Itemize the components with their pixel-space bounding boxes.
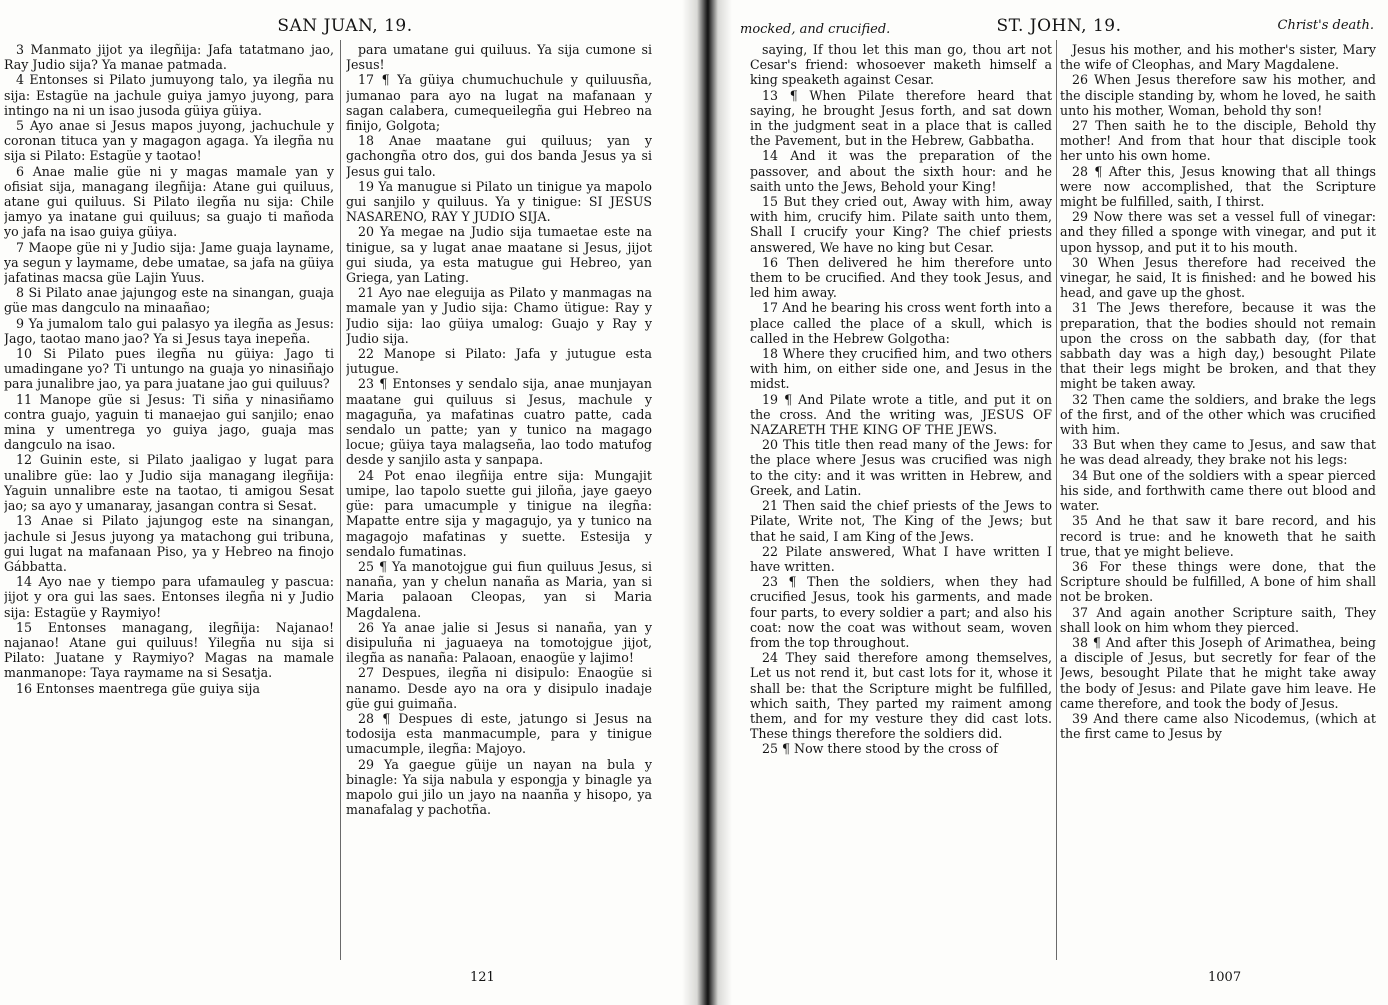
right-page (730, 0, 1388, 1005)
verse-paragraph: 20 Ya megae na Judio sija tumaetae este na tinigue, sa y lugat anae maatane si Jesus, jijot gui siuda, ya esta matugue gui Hebreo, yan Griega, yan Lating. (346, 224, 652, 286)
verse-paragraph: 24 They said therefore among themselves, Let us not rend it, but cast lots for it, whose it shall be: that the Scripture might be fulfilled, which saith, They parted my raiment among them, and for my vesture they did cast lots. These things therefore the soldiers did. (750, 650, 1052, 742)
verse-paragraph: 28 ¶ After this, Jesus knowing that all things were now accomplished, that the Scripture might be fulfilled, saith, I thirst. (1060, 163, 1376, 210)
verse-paragraph: 17 And he bearing his cross went forth into a place called the place of a skull, which is called in the Hebrew Golgotha: (750, 300, 1052, 346)
verse-paragraph: 18 Where they crucified him, and two others with him, on either side one, and Jesus in the midst. (750, 346, 1052, 392)
verse-paragraph: 14 Ayo nae y tiempo para ufamauleg y pascua: jijot y ora gui las saes. Entonses ilegña ni y Judio sija: Estagüe y Raymiyo! (4, 574, 334, 620)
verse-paragraph: 25 ¶ Ya manotojgue gui fiun quiluus Jesus, si nanaña, yan y chelun nanaña as Maria, yan si Maria palaoan Cleopas, yan si Maria Magdalena. (346, 558, 652, 620)
verse-paragraph: 19 ¶ And Pilate wrote a title, and put it on the cross. And the writing was, JESUS OF NAZARETH THE KING OF THE JEWS. (750, 391, 1052, 438)
verse-paragraph: 7 Maope güe ni y Judio sija: Jame guaja layname, ya segun y laymame, debe umatae, sa jafa na güiya jafatinas macsa güe Lajin Yuus. (4, 239, 334, 286)
verse-paragraph: 4 Entonses si Pilato jumuyong talo, ya ilegña nu sija: Estagüe na jachule guiya jamyo juyong, para intingo na ni un isao jusoda güiya güiya. (4, 72, 334, 118)
column-divider (340, 40, 341, 960)
verse-paragraph: 5 Ayo anae si Jesus mapos juyong, jachuchule y coronan tituca yan y magagon agaga. Ya ilegña nu sija si Pilato: Estagüe y taotao! (4, 118, 334, 164)
verse-paragraph: 9 Ya jumalom talo gui palasyo ya ilegña as Jesus: Jago, taotao mano jao? Ya si Jesus taya inepeña. (4, 315, 334, 346)
verse-paragraph: 29 Ya gaegue güije un nayan na bula y binagle: Ya sija nabula y espongja y binagle ya mapolo gui jilo un jayo na naanña y hisopo, ya manafalag y pachotña. (346, 756, 652, 818)
left-page (0, 0, 690, 1005)
verse-paragraph: 35 And he that saw it bare record, and his record is true: and he knoweth that he saith true, that ye might believe. (1060, 513, 1376, 559)
verse-paragraph: 3 Manmato jijot ya ilegñija: Jafa tatatmano jao, Ray Judio sija? Ya manae patmada. (4, 42, 334, 73)
verse-paragraph: 17 ¶ Ya güiya chumuchuchule y quiluusña, jumanao para ayo na lugat na mafanaan y sagan calabera, cumequeilegña gui Hebreo na finijo, Golgota; (346, 72, 652, 134)
verse-paragraph: 8 Si Pilato anae jajungog este na sinangan, guaja güe mas dangculo na minaañao; (4, 285, 334, 316)
verse-paragraph: 16 Entonses maentrega güe guiya sija (16, 680, 260, 696)
verse-paragraph: 11 Manope güe si Jesus: Ti siña y ninasiñamo contra guajo, yaguin ti manaejao gui sanjilo; enao mina y umentrega yo guiya jago, guaja mas dangculo na isao. (4, 391, 334, 453)
verse-paragraph: 16 Then delivered he him therefore unto them to be crucified. And they took Jesus, and led him away. (750, 254, 1052, 301)
left-page-number: 121 (470, 970, 495, 985)
verse-paragraph: 32 Then came the soldiers, and brake the legs of the first, and of the other which was crucified with him. (1060, 391, 1376, 438)
right-column-1 (750, 42, 1052, 977)
verse-paragraph: 37 And again another Scripture saith, They shall look on him whom they pierced. (1060, 604, 1376, 635)
verse-paragraph: 34 But one of the soldiers with a spear pierced his side, and forthwith came there out blood and water. (1060, 467, 1376, 514)
verse-paragraph: 15 But they cried out, Away with him, away with him, crucify him. Pilate saith unto them, Shall I crucify your King? The chief priests answered, We have no king but Cesar. (750, 194, 1052, 255)
verse-paragraph: 6 Anae malie güe ni y magas mamale yan y ofisiat sija, managang ilegñija: Atane gui quiluus, atane gui quiluus. Si Pilato ilegña nu sija: Chile jamyo ya inatane gui quiluus; sa guajo ti mañoda yo jafa na isao guiya güiya. (4, 163, 334, 240)
right-header-left: mocked, and crucified. (740, 22, 891, 37)
verse-paragraph: 26 Ya anae jalie si Jesus si nanaña, yan y disipuluña ni jaguaeya na tomotojgue jijot, ilegña as nanaña: Palaoan, enaogüe y lajimo! (346, 619, 652, 666)
verse-paragraph: 22 Manope si Pilato: Jafa y jutugue esta jutugue. (346, 346, 652, 377)
verse-paragraph: 23 ¶ Then the soldiers, when they had crucified Jesus, took his garments, and made four parts, to every soldier a part; and also his coat: now the coat was without seam, woven from the top throughout. (750, 574, 1052, 650)
verse-paragraph: Jesus his mother, and his mother's sister, Mary the wife of Cleophas, and Mary Magdalene. (1060, 42, 1376, 73)
verse-paragraph: 36 For these things were done, that the Scripture should be fulfilled, A bone of him shall not be broken. (1060, 558, 1376, 605)
left-column-2 (346, 42, 652, 977)
verse-paragraph: 19 Ya manugue si Pilato un tinigue ya mapolo gui sanjilo y quiluus. Ya y tinigue: SI JESUS NASARENO, RAY Y JUDIO SIJA. (346, 178, 652, 225)
verse-paragraph: 29 Now there was set a vessel full of vinegar: and they filled a sponge with vinegar, and put it upon hyssop, and put it to his mouth. (1060, 209, 1376, 255)
verse-paragraph: 14 And it was the preparation of the passover, and about the sixth hour: and he saith unto the Jews, Behold your King! (750, 148, 1052, 194)
verse-paragraph: 38 ¶ And after this Joseph of Arimathea, being a disciple of Jesus, but secretly for fear of the Jews, besought Pilate that he might take away the body of Jesus: and Pilate gave him leave. He came therefore, and took the body of Jesus. (1060, 634, 1376, 711)
verse-paragraph: 27 Then saith he to the disciple, Behold thy mother! And from that hour that disciple took her unto his own home. (1060, 118, 1376, 164)
book-gutter (682, 0, 732, 1005)
verse-paragraph: 22 Pilate answered, What I have written I have written. (750, 543, 1052, 574)
verse-paragraph: 25 ¶ Now there stood by the cross of (762, 741, 998, 757)
verse-paragraph: saying, If thou let this man go, thou art not Cesar's friend: whosoever maketh himself a king speaketh against Cesar. (750, 42, 1052, 88)
verse-paragraph: para umatane gui quiluus. Ya sija cumone si Jesus! (346, 42, 652, 73)
verse-paragraph: 30 When Jesus therefore had received the vinegar, he said, It is finished: and he bowed his head, and gave up the ghost. (1060, 254, 1376, 301)
verse-paragraph: 13 ¶ When Pilate therefore heard that saying, he brought Jesus forth, and sat down in the judgment seat in a place that is called the Pavement, but in the Hebrew, Gabbatha. (750, 87, 1052, 149)
verse-paragraph: 18 Anae maatane gui quiluus; yan y gachongña otro dos, gui dos banda Jesus ya si Jesus gui talo. (346, 133, 652, 179)
left-page-title: SAN JUAN, 19. (277, 16, 413, 36)
verse-paragraph: 10 Si Pilato pues ilegña nu güiya: Jago ti umadingane yo? Ti untungo na guaja yo ninasiñajo para junalibre jao, ya para juatane jao gui quiluus? (4, 346, 334, 392)
right-page-header (730, 4, 1388, 36)
verse-paragraph: 28 ¶ Despues di este, jatungo si Jesus na todosija esta manmacumple, para y tinigue umacumple, ilegña: Majoyo. (346, 710, 652, 757)
verse-paragraph: 13 Anae si Pilato jajungog este na sinangan, jachule si Jesus juyong ya matachong gui tribuna, gui lugat na mafanaan Piso, ya y Hebreo na finojo Gábbatta. (4, 513, 334, 574)
verse-paragraph: 39 And there came also Nicodemus, (which at the first came to Jesus by (1060, 710, 1376, 742)
column-divider (1056, 40, 1057, 960)
right-column-2 (1060, 42, 1376, 977)
verse-paragraph: 31 The Jews therefore, because it was the preparation, that the bodies should not remain upon the cross on the sabbath day, (for that sabbath day was a high day,) besought Pilate that their legs might be broken, and that they might be taken away. (1060, 300, 1376, 392)
verse-paragraph: 21 Ayo nae eleguija as Pilato y manmagas na mamale yan y Judio sija: Chamo ütigue: Ray y Judio sija: lao güiya umalog: Guajo y Ray y Judio sija. (346, 285, 652, 346)
verse-paragraph: 21 Then said the chief priests of the Jews to Pilate, Write not, The King of the Jews; but that he said, I am King of the Jews. (750, 498, 1052, 544)
right-page-title: ST. JOHN, 19. (996, 16, 1122, 36)
verse-paragraph: 26 When Jesus therefore saw his mother, and the disciple standing by, whom he loved, he saith unto his mother, Woman, behold thy son! (1060, 72, 1376, 118)
right-page-number: 1007 (1208, 970, 1242, 985)
verse-paragraph: 33 But when they came to Jesus, and saw that he was dead already, they brake not his legs: (1060, 437, 1376, 468)
verse-paragraph: 15 Entonses managang, ilegñija: Najanao! najanao! Atane gui quiluus! Yilegña nu sija si Pilato: Juatane y Raymiyo? Magas na mamale manmanope: Taya raymame na si Sesatja. (4, 619, 334, 681)
verse-paragraph: 12 Guinin este, si Pilato jaaligao y lugat para unalibre güe: lao y Judio sija managang ilegñija: Yaguin unnalibre este na taotao, ti amigou Sesat jao; sa ayo y umanaray, jasangan contra si Sesat. (4, 452, 334, 514)
verse-paragraph: 20 This title then read many of the Jews: for the place where Jesus was crucified was nigh to the city: and it was written in Hebrew, and Greek, and Latin. (750, 437, 1052, 498)
verse-paragraph: 23 ¶ Entonses y sendalo sija, anae munjayan maatane gui quiluus si Jesus, machule y magaguña, ya mafatinas cuatro patte, cada sendalo un patte; yan y tunico na magago locue; güiya taya malagseña, lao todo matufog desde y sanjilo asta y sanpapa. (346, 376, 652, 468)
right-header-right: Christ's death. (1277, 18, 1374, 33)
left-page-header (0, 4, 690, 36)
verse-paragraph: 24 Pot enao ilegñija entre sija: Mungajit umipe, lao tapolo suette gui jiloña, jaye gaeyo güe: para umacumple y tinigue na ilegña: Mapatte entre sija y magagujo, ya y tunico na magagojo mafatinas y suette. Estesija y sendalo fumatinas. (346, 467, 652, 559)
left-column-1 (4, 42, 334, 977)
verse-paragraph: 27 Despues, ilegña ni disipulo: Enaogüe si nanamo. Desde ayo na ora y disipulo inadaje güe gui guimaña. (346, 665, 652, 711)
